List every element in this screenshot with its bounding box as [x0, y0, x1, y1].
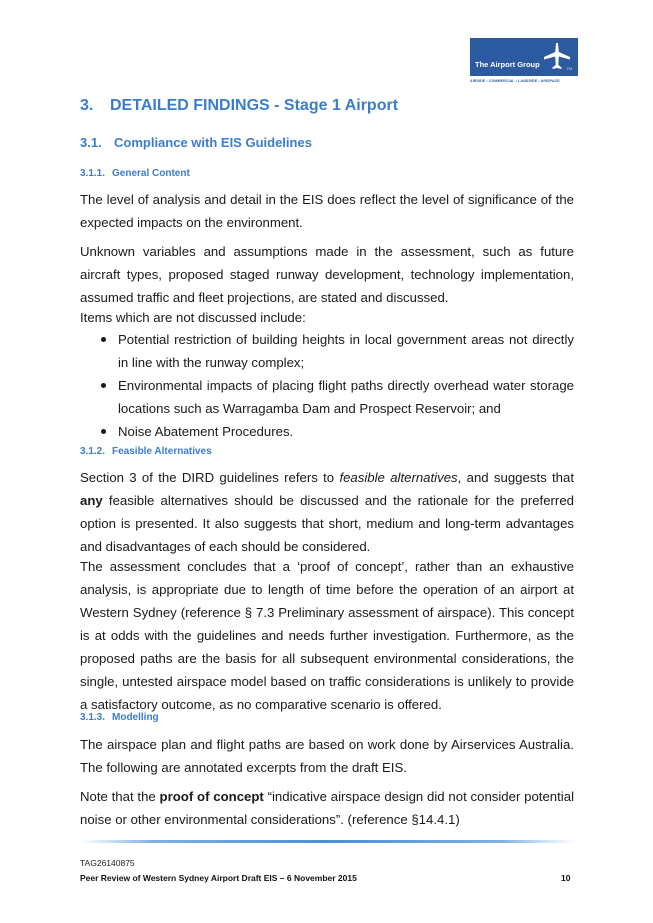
- logo-tagline: AIRSIDE • COMMERCIAL • LANDSIDE • AIRSPACE: [470, 79, 560, 83]
- subsection-heading-modelling: [80, 712, 159, 723]
- chapter-number: 3.: [80, 97, 94, 114]
- footer-document-id: TAG26140875: [80, 858, 135, 868]
- subsection-title: General Content: [112, 168, 190, 179]
- bullet-list: [80, 328, 574, 443]
- paragraph: The level of analysis and detail in the EIS does reflect the level of significance of the expected impacts on the environment.: [80, 192, 574, 230]
- subsection-heading-general-content: [80, 168, 190, 179]
- paragraph: The airspace plan and flight paths are based on work done by Airservices Australia. The following are annotated excerpts from the draft EIS.: [80, 737, 574, 775]
- section-heading: [80, 135, 312, 150]
- subsection-number: 3.1.3.: [80, 712, 106, 723]
- bullet-icon: [101, 429, 106, 434]
- text-run: Section 3 of the DIRD guidelines refers to: [80, 470, 340, 485]
- paragraph: [80, 785, 574, 831]
- footer-document-title: Peer Review of Western Sydney Airport Draft EIS – 6 November 2015: [80, 873, 357, 883]
- list-item-text: Noise Abatement Procedures.: [118, 424, 294, 439]
- paragraph: [80, 466, 574, 558]
- bold-text: any: [80, 493, 103, 508]
- list-item-text: Potential restriction of building heights in local government areas not directly in line with the runway complex;: [118, 332, 574, 370]
- logo-trademark: TM: [566, 66, 572, 71]
- list-item: [80, 374, 574, 420]
- italic-text: feasible alternatives: [339, 470, 458, 485]
- section-number: 3.1.: [80, 135, 102, 150]
- paragraph: Items which are not discussed include:: [80, 310, 306, 325]
- bullet-icon: [101, 383, 106, 388]
- chapter-heading: [80, 97, 398, 115]
- logo-badge: [470, 38, 578, 76]
- paragraph: Unknown variables and assumptions made in the assessment, such as future aircraft types, proposed staged runway development, technology implementation, assumed traffic and fleet projections, are stated and discussed.: [80, 244, 574, 305]
- subsection-title: Feasible Alternatives: [112, 446, 212, 457]
- chapter-title: DETAILED FINDINGS - Stage 1 Airport: [110, 97, 399, 114]
- list-item: [80, 420, 574, 443]
- subsection-number: 3.1.1.: [80, 168, 106, 179]
- list-item-text: Environmental impacts of placing flight paths directly overhead water storage locations such as Warragamba Dam and Prospect Reservoir; and: [118, 378, 574, 416]
- text-run: “indicative airspace design did not consider potential noise or other environmental considerations”. (reference §14.4.1): [80, 789, 575, 827]
- page-number: 10: [561, 873, 571, 883]
- subsection-heading-feasible-alternatives: [80, 446, 212, 457]
- footer-divider: [80, 840, 574, 843]
- text-run: , and suggests that: [457, 470, 575, 485]
- logo-name: The Airport Group: [475, 60, 540, 69]
- bullet-icon: [101, 337, 106, 342]
- text-run: feasible alternatives should be discussed and the rationale for the preferred option is presented. It also suggests that short, medium and long-term advantages and disadvantages of each should be considered.: [80, 493, 574, 554]
- subsection-number: 3.1.2.: [80, 446, 106, 457]
- company-logo: [470, 38, 578, 83]
- text-run: Note that the: [80, 789, 160, 804]
- bold-text: proof of concept: [159, 789, 264, 804]
- section-title: Compliance with EIS Guidelines: [114, 135, 312, 150]
- list-item: [80, 328, 574, 374]
- subsection-title: Modelling: [112, 712, 159, 723]
- paragraph: The assessment concludes that a ‘proof of concept’, rather than an exhaustive analysis, is appropriate due to length of time before the operation of an airport at Western Sydney (reference § 7.3 Preliminary assessment of airspace). This concept is at odds with the guidelines and needs further investigation. Furthermore, as the proposed paths are the basis for all subsequent environmental considerations, the single, untested airspace model based on traffic considerations is unlikely to provide a satisfactory outcome, as no comparative scenario is offered.: [80, 559, 574, 712]
